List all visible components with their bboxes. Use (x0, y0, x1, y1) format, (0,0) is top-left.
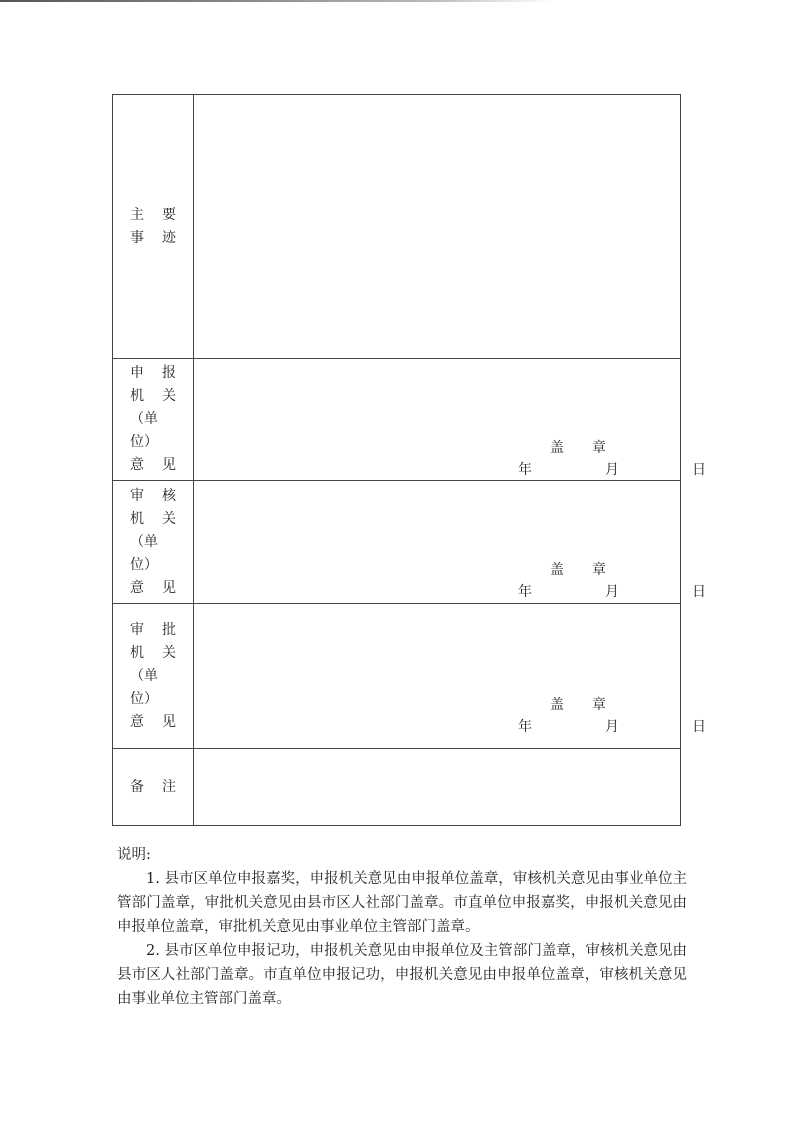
label-char: 注 (162, 778, 176, 795)
label-char: （单位） (130, 533, 158, 573)
approval-opinion-field[interactable] (194, 604, 706, 748)
label-char: 事 (130, 229, 144, 246)
date-label (518, 716, 706, 736)
remarks-field[interactable] (194, 749, 680, 825)
label-char: （单位） (130, 667, 158, 707)
row-approval-opinion (113, 604, 706, 749)
label-line (130, 454, 176, 477)
label-char: 要 (162, 206, 176, 223)
label-char: 关 (162, 510, 176, 527)
row-review-opinion (113, 481, 706, 604)
label-char: 章 (592, 440, 606, 456)
label-char: 见 (162, 457, 176, 473)
label-line (130, 665, 176, 711)
date-label (518, 581, 706, 601)
applicant-opinion-field[interactable] (194, 359, 706, 480)
label-char: 关 (162, 644, 176, 661)
label-char: 迹 (162, 229, 176, 246)
label-char: 月 (605, 719, 619, 735)
label-char: 月 (605, 584, 619, 600)
label-char: 意 (130, 457, 144, 473)
label-line (130, 508, 176, 531)
label-line (130, 711, 176, 734)
label-approval-opinion (113, 604, 194, 748)
label-main-deeds (113, 95, 194, 358)
scan-edge (0, 0, 789, 2)
row-main-deeds (113, 95, 680, 359)
label-char: 审 (130, 487, 144, 504)
label-char: 关 (162, 388, 176, 404)
label-line (130, 485, 176, 508)
label-applicant-opinion (113, 359, 194, 480)
label-char: 日 (692, 719, 706, 735)
label-char: 日 (692, 462, 706, 478)
label-char: 申 (130, 365, 144, 381)
label-line (130, 227, 176, 250)
label-char: 机 (130, 388, 144, 404)
label-line (130, 577, 176, 600)
label-char: 年 (518, 462, 532, 478)
label-char: （单位） (130, 411, 158, 450)
seal-label (550, 437, 606, 457)
label-line (130, 204, 176, 227)
label-line (130, 531, 176, 577)
notes-section (117, 843, 687, 1011)
award-form-table (112, 94, 706, 826)
notes-heading: 说明: (117, 847, 151, 863)
label-char: 盖 (550, 697, 564, 713)
label-char: 备 (130, 778, 144, 795)
label-char: 审 (130, 621, 144, 638)
label-line (130, 776, 176, 799)
label-char: 年 (518, 584, 532, 600)
date-label (518, 459, 706, 479)
label-char: 见 (162, 713, 176, 730)
label-char: 年 (518, 719, 532, 735)
label-line (130, 642, 176, 665)
seal-label (550, 694, 606, 714)
label-char: 核 (162, 487, 176, 504)
label-char: 章 (592, 697, 606, 713)
label-line (130, 408, 176, 454)
label-char: 意 (130, 713, 144, 730)
label-char: 机 (130, 644, 144, 661)
note-item-2: 2. 县市区单位申报记功，申报机关意见由申报单位及主管部门盖章，审核机关意见由县市区人社部门盖章。市直单位申报记功，申报机关意见由申报单位盖章，审核机关意见由事业单位主管部门盖章。 (117, 943, 687, 1007)
label-char: 盖 (550, 562, 564, 578)
seal-label (550, 559, 606, 579)
row-remarks (113, 749, 680, 825)
label-char: 机 (130, 510, 144, 527)
label-char: 报 (162, 365, 176, 381)
label-char: 日 (692, 584, 706, 600)
label-char: 意 (130, 579, 144, 596)
main-deeds-field[interactable] (194, 95, 680, 358)
label-char: 盖 (550, 440, 564, 456)
label-line (130, 385, 176, 408)
label-remarks (113, 749, 194, 825)
label-line (130, 619, 176, 642)
label-line (130, 362, 176, 385)
note-item-1: 1. 县市区单位申报嘉奖，申报机关意见由申报单位盖章，审核机关意见由事业单位主管部门盖章，审批机关意见由县市区人社部门盖章。市直单位申报嘉奖，申报机关意见由申报单位盖章，审批机关意见由事业单位主管部门盖章。 (117, 871, 687, 935)
label-char: 批 (162, 621, 176, 638)
label-char: 主 (130, 206, 144, 223)
label-char: 章 (592, 562, 606, 578)
row-applicant-opinion (113, 359, 706, 481)
label-char: 月 (605, 462, 619, 478)
label-char: 见 (162, 579, 176, 596)
review-opinion-field[interactable] (194, 481, 706, 603)
label-review-opinion (113, 481, 194, 603)
